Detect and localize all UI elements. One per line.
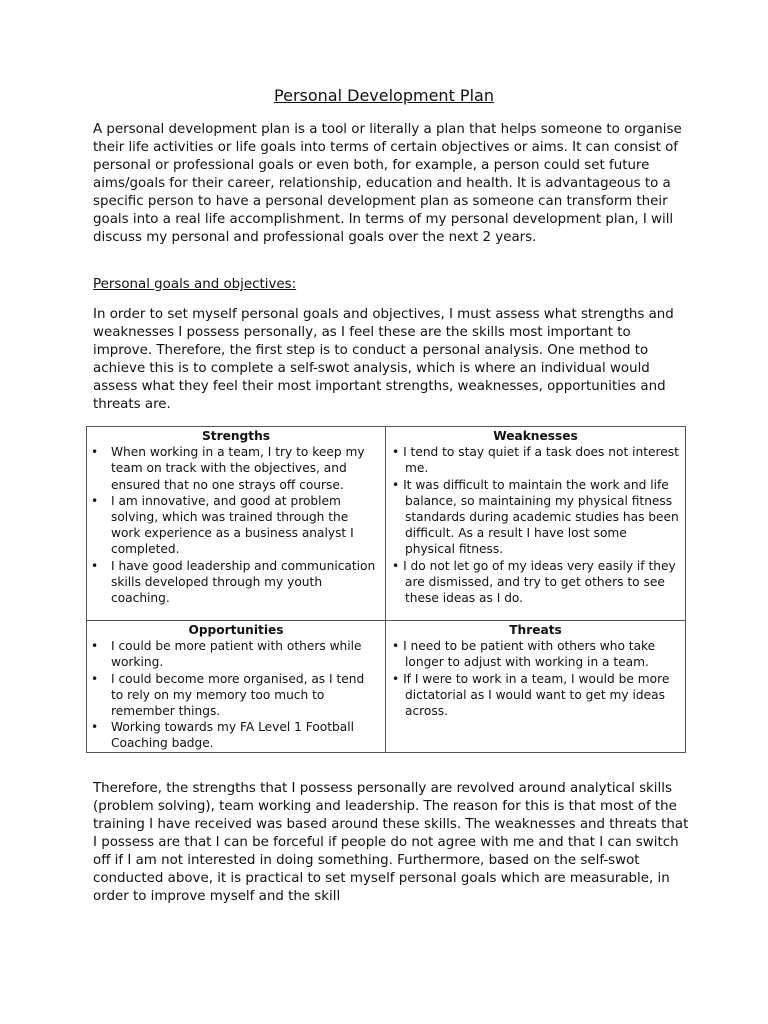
- weaknesses-heading: Weaknesses: [493, 429, 578, 443]
- strengths-list: [87, 444, 385, 606]
- strengths-heading: Strengths: [201, 429, 271, 443]
- intro-paragraph: A personal development plan is a tool or literally a plan that helps someone to organise their life activities or life goals into terms of certain objectives or aims. It can consist of personal or professional goals or even both, for example, a person could set future aims/goals for their career, relationship, education and health. It is advantageous to a specific person to have a personal development plan as someone can transform their goals into a real life accomplishment. In terms of my personal development plan, I will discuss my personal and professional goals over the next 2 years.: [93, 122, 682, 245]
- strengths-cell: [87, 427, 386, 621]
- list-item: • I could be more patient with others while working.: [87, 638, 385, 670]
- weaknesses-cell: [386, 427, 686, 621]
- threats-cell: [386, 621, 686, 753]
- list-item: • I need to be patient with others who take longer to adjust with working in a team.: [386, 638, 685, 670]
- list-item: • It was difficult to maintain the work and life balance, so maintaining my physical fitness standards during academic studies has been difficult. As a result I have lost some physical fitness.: [386, 477, 685, 558]
- weaknesses-list: [386, 444, 685, 606]
- page-title: Personal Development Plan: [274, 86, 494, 105]
- swot-row-bottom: [87, 621, 686, 753]
- list-item: • I tend to stay quiet if a task does not interest me.: [386, 444, 685, 476]
- list-item: • Working towards my FA Level 1 Football Coaching badge.: [87, 719, 385, 751]
- list-item: • I am innovative, and good at problem solving, which was trained through the work experience as a business analyst I completed.: [87, 493, 385, 558]
- list-item: • I do not let go of my ideas very easily if they are dismissed, and try to get others to see these ideas as I do.: [386, 558, 685, 607]
- threats-list: [386, 638, 685, 719]
- section-paragraph: In order to set myself personal goals and objectives, I must assess what strengths and weaknesses I possess personally, as I feel these are the skills most important to improve. Therefore, the first step is to conduct a personal analysis. One method to achieve this is to complete a self-swot analysis, which is where an individual would assess what they feel their most important strengths, weaknesses, opportunities and threats are.: [93, 307, 674, 412]
- conclusion-paragraph: Therefore, the strengths that I possess personally are revolved around analytical skills (problem solving), team working and leadership. The reason for this is that most of the training I have received was based around these skills. The weaknesses and threats that I possess are that I can be forceful if people do not agree with me and that I can switch off if I am not interested in doing something. Furthermore, based on the self-swot conducted above, it is practical to set myself personal goals which are measurable, in order to improve myself and the skill: [93, 781, 689, 904]
- opportunities-list: [87, 638, 385, 751]
- list-item: • If I were to work in a team, I would be more dictatorial as I would want to get my ideas across.: [386, 671, 685, 720]
- opportunities-cell: [87, 621, 386, 753]
- section-heading: Personal goals and objectives:: [93, 277, 297, 292]
- swot-row-top: [87, 427, 686, 621]
- opportunities-heading: Opportunities: [188, 623, 284, 637]
- list-item: • When working in a team, I try to keep my team on track with the objectives, and ensured that no one strays off course.: [87, 444, 385, 493]
- threats-heading: Threats: [509, 623, 562, 637]
- list-item: • I have good leadership and communication skills developed through my youth coaching.: [87, 558, 385, 607]
- list-item: • I could become more organised, as I tend to rely on my memory too much to remember things.: [87, 671, 385, 720]
- swot-table: [86, 426, 686, 753]
